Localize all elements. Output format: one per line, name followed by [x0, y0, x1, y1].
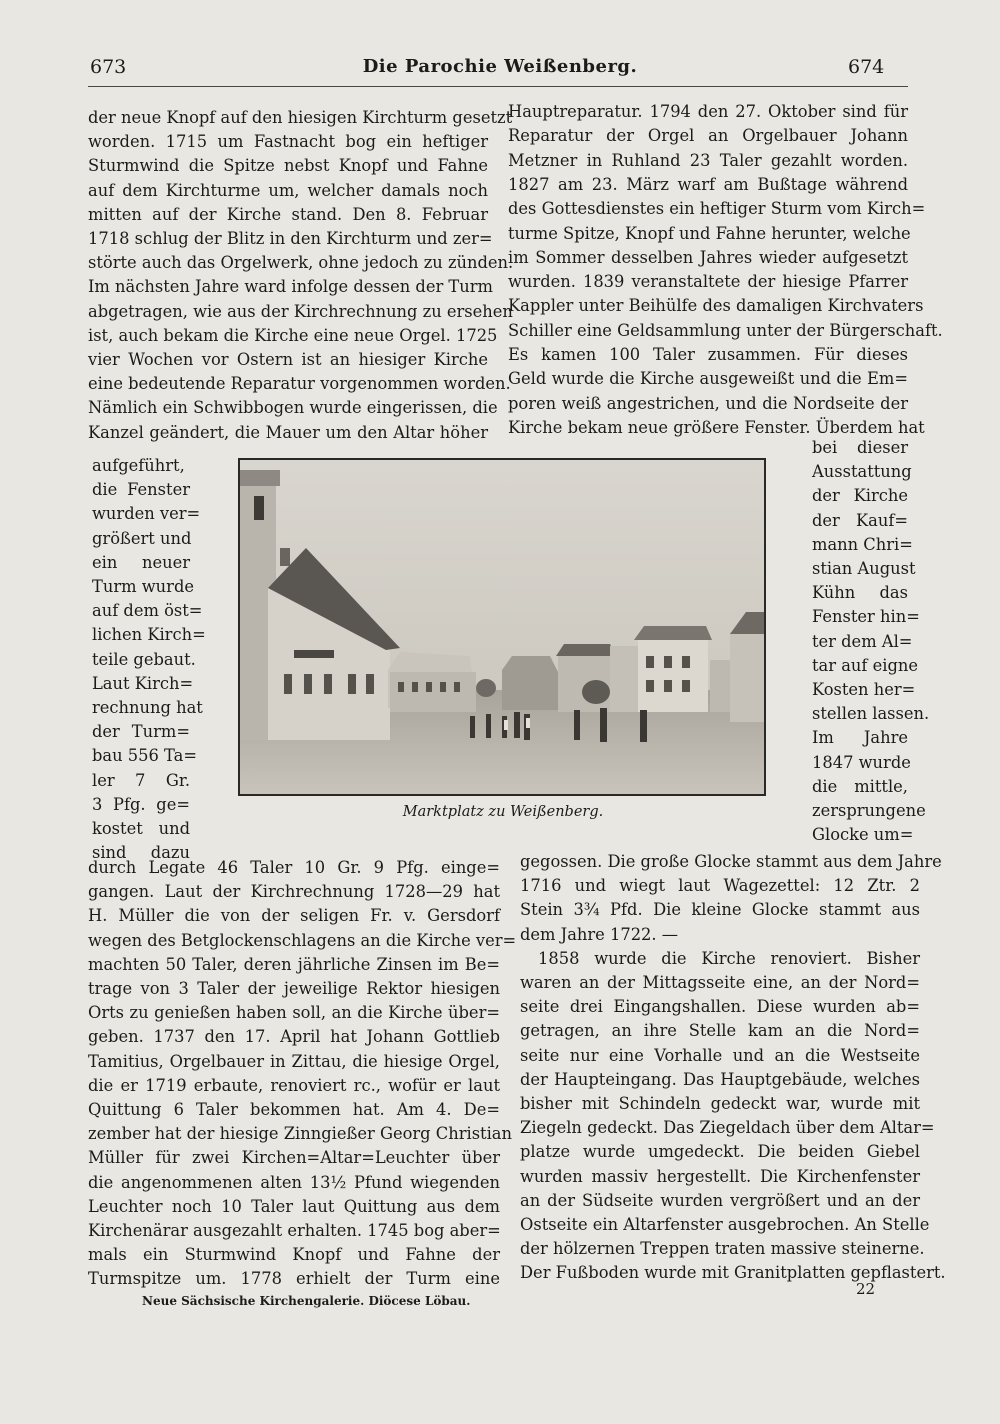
- text-line: wurden ver=: [92, 504, 201, 524]
- text-line: Der Fußboden wurde mit Granitplatten gepflastert.: [520, 1263, 946, 1283]
- text-line: bei dieser: [812, 438, 908, 457]
- text-line: Im nächsten Jahre ward infolge dessen der Turm: [88, 277, 493, 297]
- text-line: 3 Pfg. ge=: [92, 794, 190, 814]
- marketplace-photo-illustration: [240, 460, 764, 794]
- text-line: ler 7 Gr.: [92, 770, 190, 790]
- text-line: 1827 am 23. März warf am Bußtage während: [508, 174, 908, 194]
- text-line: teile gebaut.: [92, 649, 196, 669]
- text-line: mitten auf der Kirche stand. Den 8. Februar: [88, 204, 488, 224]
- text-line: trage von 3 Taler der jeweilige Rektor hiesigen: [88, 979, 500, 998]
- text-line: mann Chri=: [812, 534, 913, 554]
- text-line: der Turm=: [92, 722, 190, 742]
- text-line: platze wurde umgedeckt. Die beiden Giebel: [520, 1142, 920, 1162]
- text-line: bau 556 Ta=: [92, 746, 197, 766]
- text-line: Kappler unter Beihülfe des damaligen Kirchvaters: [508, 296, 924, 316]
- text-line: die Fenster: [92, 480, 190, 500]
- text-line: größert und: [92, 528, 192, 548]
- text-line: H. Müller die von der seligen Fr. v. Gersdorf: [88, 906, 500, 926]
- text-line: Glocke um=: [812, 825, 914, 845]
- text-line: tar auf eigne: [812, 655, 918, 675]
- text-line: 1858 wurde die Kirche renoviert. Bisher: [538, 948, 920, 968]
- text-line: getragen, an ihre Stelle kam an die Nord=: [520, 1021, 920, 1041]
- text-line: ein neuer: [92, 552, 190, 572]
- text-line: vier Wochen vor Ostern ist an hiesiger Kirche: [88, 350, 488, 369]
- text-line: 1718 schlug der Blitz in den Kirchturm und zer=: [88, 229, 493, 248]
- text-line: die angenommenen alten 13½ Pfund wiegenden: [88, 1172, 500, 1192]
- figure-caption: Marktplatz zu Weißenberg.: [402, 804, 604, 820]
- text-line: Laut Kirch=: [92, 673, 194, 693]
- text-line: Orts zu genießen haben soll, an die Kirche über=: [88, 1003, 500, 1023]
- text-line: sind dazu: [92, 843, 190, 863]
- text-line: störte auch das Orgelwerk, ohne jedoch zu zünden.: [88, 253, 514, 273]
- text-line: Turm wurde: [92, 577, 195, 596]
- text-line: Quittung 6 Taler bekommen hat. Am 4. De=: [88, 1100, 500, 1119]
- text-line: Ausstattung: [812, 462, 912, 482]
- text-line: 1847 wurde: [812, 752, 911, 772]
- text-line: auf dem öst=: [92, 601, 203, 621]
- text-line: turme Spitze, Knopf und Fahne herunter, welche: [508, 223, 911, 243]
- text-line: ter dem Al=: [812, 631, 913, 651]
- footer-imprint: Neue Sächsische Kirchengalerie. Diöcese Löbau.: [142, 1294, 471, 1308]
- text-line: gangen. Laut der Kirchrechnung 1728—29 hat: [88, 882, 500, 902]
- text-line: zember hat der hiesige Zinngießer Georg Christian: [88, 1124, 512, 1144]
- text-line: dem Jahre 1722. —: [520, 924, 679, 944]
- text-line: Kirchenärar ausgezahlt erhalten. 1745 bog aber=: [88, 1221, 501, 1240]
- text-line: Kanzel geändert, die Mauer um den Altar höher: [88, 422, 488, 442]
- text-line: Stein 3¾ Pfd. Die kleine Glocke stammt aus: [520, 900, 920, 920]
- text-line: abgetragen, wie aus der Kirchrechnung zu ersehen: [88, 301, 513, 321]
- text-line: aufgeführt,: [92, 456, 185, 475]
- text-line: wurden. 1839 veranstaltete der hiesige Pfarrer: [508, 272, 908, 292]
- text-line: der Kirche: [812, 486, 908, 506]
- text-line: Ostseite ein Altarfenster ausgebrochen. An Stelle: [520, 1215, 930, 1234]
- text-line: Reparatur der Orgel an Orgelbauer Johann: [508, 126, 908, 146]
- text-line: stian August: [812, 559, 916, 578]
- text-line: wurden massiv hergestellt. Die Kirchenfenster: [520, 1166, 920, 1186]
- marketplace-photo: [238, 458, 766, 796]
- text-line: 1716 und wiegt laut Wagezettel: 12 Ztr. 2: [520, 876, 920, 896]
- text-line: Kosten her=: [812, 680, 916, 699]
- text-line: Kirche bekam neue größere Fenster. Überdem hat: [508, 417, 925, 437]
- text-line: Es kamen 100 Taler zusammen. Für dieses: [508, 345, 908, 364]
- text-line: Turmspitze um. 1778 erhielt der Turm eine: [88, 1269, 500, 1289]
- text-line: geben. 1737 den 17. April hat Johann Gottlieb: [88, 1027, 500, 1047]
- page-number-right: 674: [848, 56, 885, 78]
- text-line: lichen Kirch=: [92, 625, 206, 645]
- text-line: machten 50 Taler, deren jährliche Zinsen im Be=: [88, 954, 500, 974]
- text-line: wegen des Betglockenschlagens an die Kirche ver=: [88, 930, 517, 950]
- text-line: rechnung hat: [92, 698, 203, 717]
- running-title: Die Parochie Weißenberg.: [362, 56, 638, 77]
- text-line: an der Südseite wurden vergrößert und an der: [520, 1190, 920, 1210]
- text-line: Kühn das: [812, 583, 908, 603]
- text-line: Leuchter noch 10 Taler laut Quittung aus dem: [88, 1196, 500, 1216]
- text-line: auf dem Kirchturme um, welcher damals noch: [88, 180, 488, 200]
- text-line: der Haupteingang. Das Hauptgebäude, welches: [520, 1069, 920, 1089]
- text-line: Ziegeln gedeckt. Das Ziegeldach über dem Altar=: [520, 1118, 935, 1138]
- text-line: Tamitius, Orgelbauer in Zittau, die hiesige Orgel,: [88, 1051, 500, 1071]
- text-line: seite drei Eingangshallen. Diese wurden ab=: [520, 997, 920, 1017]
- text-line: stellen lassen.: [812, 704, 930, 724]
- text-line: Müller für zwei Kirchen=Altar=Leuchter über: [88, 1148, 500, 1168]
- text-line: gegossen. Die große Glocke stammt aus dem Jahre: [520, 852, 942, 871]
- text-line: Metzner in Ruhland 23 Taler gezahlt worden.: [508, 150, 908, 170]
- text-line: zersprungene: [812, 801, 926, 820]
- text-line: Sturmwind die Spitze nebst Knopf und Fahne: [88, 156, 488, 176]
- text-line: ist, auch bekam die Kirche eine neue Orgel. 1725: [88, 325, 498, 345]
- text-line: Im Jahre: [812, 728, 908, 748]
- text-line: Hauptreparatur. 1794 den 27. Oktober sind für: [508, 102, 908, 121]
- text-line: poren weiß angestrichen, und die Nordseite der: [508, 393, 908, 413]
- text-line: Fenster hin=: [812, 607, 920, 627]
- text-line: kostet und: [92, 819, 190, 838]
- text-line: mals ein Sturmwind Knopf und Fahne der: [88, 1245, 500, 1265]
- text-line: worden. 1715 um Fastnacht bog ein heftiger: [88, 132, 488, 152]
- text-line: die er 1719 erbaute, renoviert rc., wofür er laut: [88, 1075, 500, 1095]
- text-line: seite nur eine Vorhalle und an die Westseite: [520, 1045, 920, 1065]
- text-line: Nämlich ein Schwibbogen wurde eingerissen, die: [88, 398, 498, 418]
- text-line: waren an der Mittagsseite eine, an der Nord=: [520, 973, 920, 992]
- text-line: der Kauf=: [812, 510, 908, 530]
- text-line: Schiller eine Geldsammlung unter der Bürgerschaft.: [508, 320, 943, 340]
- header-rule: [88, 86, 908, 87]
- sheet-signature: 22: [856, 1280, 876, 1298]
- text-line: eine bedeutende Reparatur vorgenommen worden.: [88, 374, 511, 394]
- text-line: Geld wurde die Kirche ausgeweißt und die Em=: [508, 369, 908, 389]
- text-line: durch Legate 46 Taler 10 Gr. 9 Pfg. einge=: [88, 858, 500, 877]
- page-number-left: 673: [90, 56, 127, 78]
- text-line: der neue Knopf auf den hiesigen Kirchturm gesetzt: [88, 108, 513, 127]
- text-line: der hölzernen Treppen traten massive steinerne.: [520, 1239, 925, 1259]
- text-line: des Gottesdienstes ein heftiger Sturm vom Kirch=: [508, 199, 926, 219]
- text-line: bisher mit Schindeln gedeckt war, wurde mit: [520, 1094, 920, 1113]
- text-line: im Sommer desselben Jahres wieder aufgesetzt: [508, 247, 908, 267]
- text-line: die mittle,: [812, 776, 908, 796]
